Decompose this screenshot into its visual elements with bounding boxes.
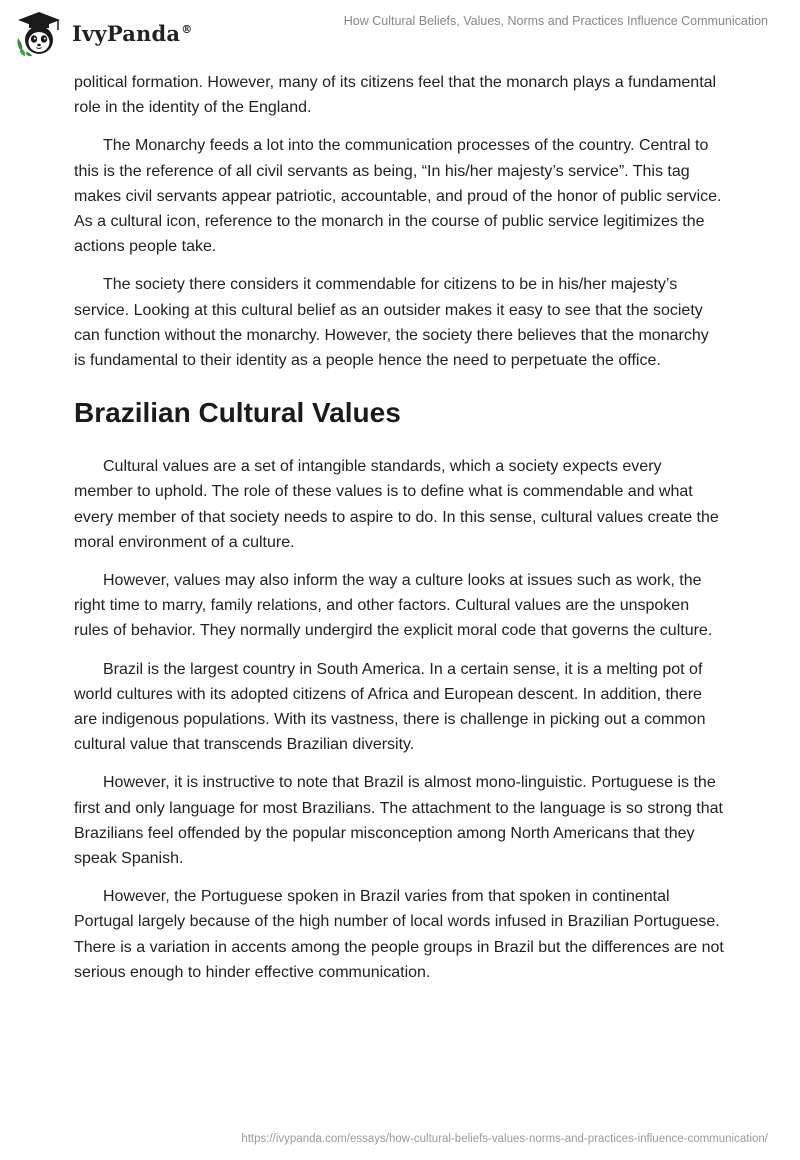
paragraph: political formation. However, many of its citizens feel that the monarch plays a fundamental role in the identity of the England. [74,74,717,117]
paragraph: However, the Portuguese spoken in Brazil varies from that spoken in continental Portugal largely because of the high number of local words infused in Brazilian Portuguese. There is a variation in accents among the people groups in Brazil but the differences are not serious enough to hinder effective communication. [74,888,724,981]
paragraph: The Monarchy feeds a lot into the communication processes of the country. Central to this is the reference of all civil servants as being, “In his/her majesty’s service”. This tag makes civil servants appear patriotic, accountable, and proud of the honor of public service. As a cultural icon, reference to the monarch in the course of public service legitimizes the actions people take. [74,137,722,256]
page-header [0,0,800,64]
essay-content [74,70,724,998]
brand-name: IvyPanda® [72,20,193,46]
registered-mark: ® [181,22,193,36]
paragraph: The society there considers it commendable for citizens to be in his/her majesty’s service. Looking at this cultural belief as an outsider makes it easy to see that the society can function without the monarchy. However, the society there believes that the monarchy is fundamental to their identity as a people hence the need to perpetuate the office. [74,276,709,370]
ivypanda-logo[interactable] [14,8,192,58]
paragraph: However, values may also inform the way a culture looks at issues such as work, the right time to marry, family relations, and other factors. Cultural values are the unspoken rules of behavior. They normally undergird the explicit moral code that governs the culture. [74,572,713,640]
source-url[interactable]: https://ivypanda.com/essays/how-cultural-beliefs-values-norms-and-practices-influence-communication/ [241,1133,768,1145]
paragraph: However, it is instructive to note that Brazil is almost mono-linguistic. Portuguese is the first and only language for most Brazilians. The attachment to the language is so strong that Brazilians feel offended by the popular misconception among North Americans that they speak Spanish. [74,774,723,868]
paragraph: Brazil is the largest country in South America. In a certain sense, it is a melting pot of world cultures with its adopted citizens of Africa and European descent. In addition, there are indigenous populations. With its vastness, there is challenge in picking out a common cultural value that transcends Brazilian diversity. [74,660,706,754]
panda-graduate-logo-icon [14,8,64,58]
section-heading: Brazilian Cultural Values [74,397,401,429]
paragraph: Cultural values are a set of intangible standards, which a society expects every member to uphold. The role of these values is to define what is commendable and what every member of that society needs to aspire to do. In this sense, cultural values create the moral environment of a culture. [74,458,719,551]
document-title: How Cultural Beliefs, Values, Norms and Practices Influence Communication [343,14,768,28]
